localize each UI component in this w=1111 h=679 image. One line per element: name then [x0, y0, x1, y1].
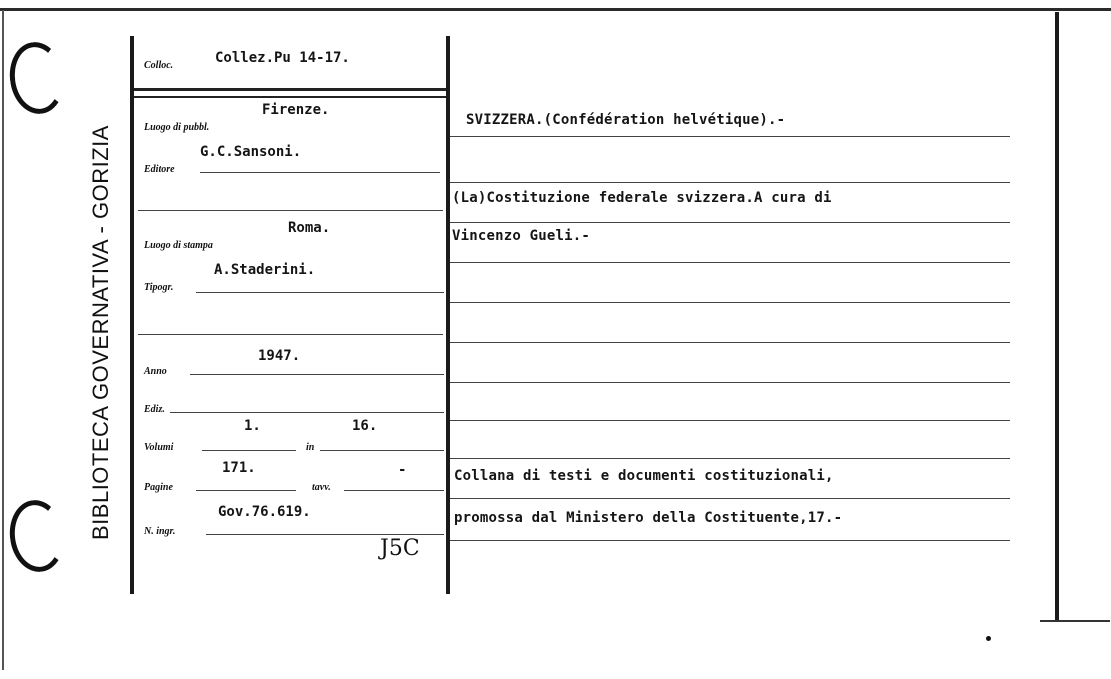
line-ingresso [206, 534, 444, 535]
value-pagine: 171. [222, 460, 256, 476]
divider-header [134, 88, 446, 91]
top-border [0, 8, 1111, 11]
rule-r10 [450, 498, 1010, 499]
rule-r3 [450, 222, 1010, 223]
entry-heading: SVIZZERA.(Confédération helvétique).- [466, 112, 786, 128]
label-edizione: Ediz. [144, 404, 165, 415]
label-luogo-stampa: Luogo di stampa [144, 240, 213, 251]
label-ingresso: N. ingr. [144, 526, 176, 537]
line-tipografo [196, 292, 444, 293]
value-luogo-pubbl: Firenze. [262, 102, 330, 118]
punch-hole-bottom-icon [5, 497, 68, 576]
label-anno: Anno [144, 366, 167, 377]
label-volumi: Volumi [144, 442, 174, 453]
value-luogo-stampa: Roma. [288, 220, 331, 236]
label-tavole: tavv. [312, 482, 331, 493]
label-luogo-pubbl: Luogo di pubbl. [144, 122, 210, 133]
rule-r6 [450, 342, 1010, 343]
value-tipografo: A.Staderini. [214, 262, 316, 278]
rule-r7 [450, 382, 1010, 383]
rule-r4 [450, 262, 1010, 263]
value-collocazione: Collez.Pu 14-17. [215, 50, 350, 66]
line-pagine [196, 490, 296, 491]
value-anno: 1947. [258, 348, 301, 364]
label-pagine: Pagine [144, 482, 173, 493]
left-edge [2, 10, 4, 670]
label-formato: in [306, 442, 315, 453]
rule-r9 [450, 458, 1010, 459]
line-volumi [202, 450, 296, 451]
bottom-right-rule [1040, 620, 1110, 622]
label-collocazione: Colloc. [144, 60, 174, 71]
entry-title-line2: Vincenzo Gueli.- [452, 228, 591, 244]
entry-series-line1: Collana di testi e documenti costituzionali, [454, 468, 834, 484]
handwritten-mark: J5C [380, 536, 420, 561]
value-tavole: - [398, 462, 407, 478]
rule-r11 [450, 540, 1010, 541]
line-formato [320, 450, 444, 451]
label-editore: Editore [144, 164, 175, 175]
middle-column-divider [446, 36, 450, 594]
rule-r1 [450, 136, 1010, 137]
rule-r5 [450, 302, 1010, 303]
entry-series-line2: promossa dal Ministero della Costituente,17.- [454, 510, 843, 526]
value-volumi: 1. [244, 418, 261, 434]
entry-title-line1: (La)Costituzione federale svizzera.A cura di [452, 190, 832, 206]
value-editore: G.C.Sansoni. [200, 144, 302, 160]
line-tavole [344, 490, 444, 491]
punch-hole-top-icon [5, 39, 68, 118]
line-empty-1 [138, 210, 443, 211]
value-ingresso: Gov.76.619. [218, 504, 311, 520]
divider-header-2 [134, 96, 446, 98]
left-column-divider [130, 36, 134, 594]
ink-speck [986, 636, 991, 641]
label-tipografo: Tipogr. [144, 282, 174, 293]
line-edizione [170, 412, 444, 413]
value-formato: 16. [352, 418, 378, 434]
line-empty-2 [138, 334, 443, 335]
institution-label: BIBLIOTECA GOVERNATIVA - GORIZIA [88, 125, 113, 540]
rule-r8 [450, 420, 1010, 421]
rule-r2 [450, 182, 1010, 183]
line-anno [190, 374, 444, 375]
right-border [1055, 12, 1059, 622]
line-editore [200, 172, 440, 173]
